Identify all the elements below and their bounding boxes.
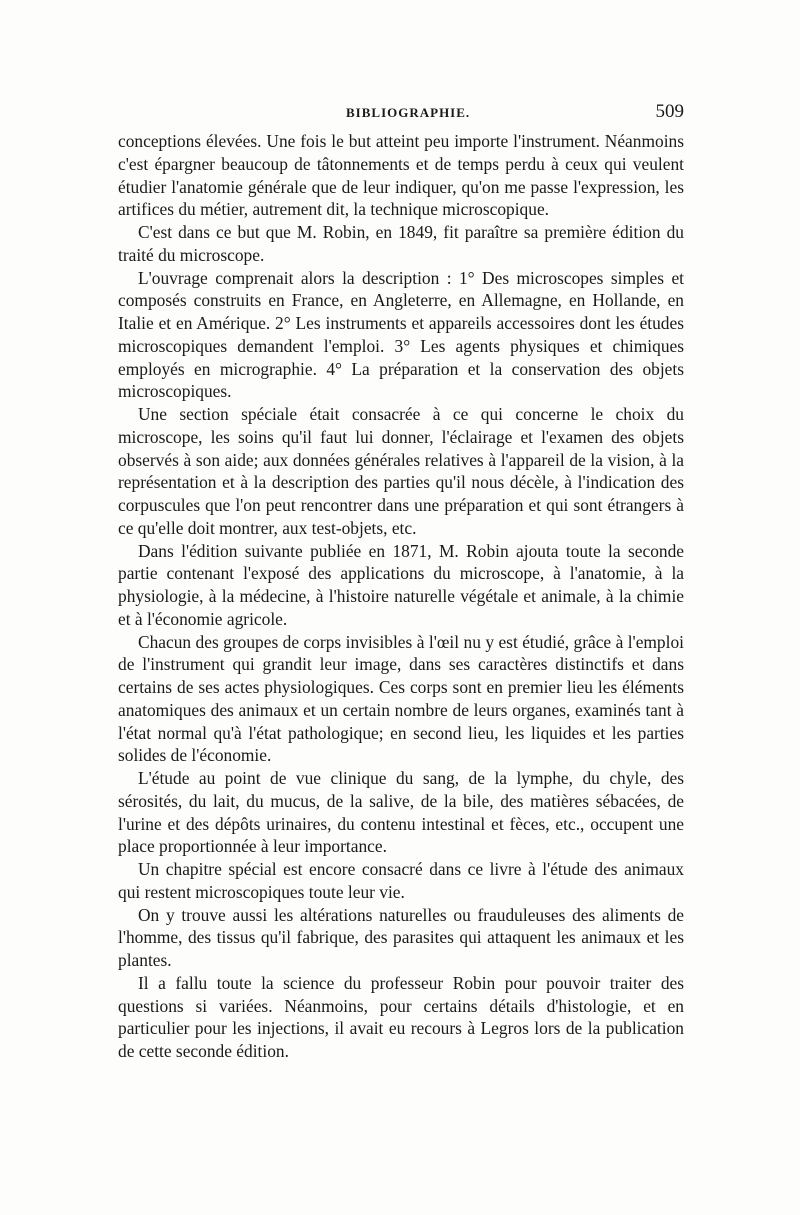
page-number: 509 xyxy=(655,101,684,122)
paragraph: conceptions élevées. Une fois le but atteint peu importe l'instrument. Néanmoins c'est épargner beaucoup de tâtonnements et de temps perdu à ceux qui veulent étudier l'anatomie générale que de leur indiquer, qu'on me passe l'expression, les artifices du métier, autrement dit, la technique microscopique. xyxy=(118,131,684,220)
paragraph: Il a fallu toute la science du professeur Robin pour pouvoir traiter des questions si variées. Néanmoins, pour certains détails d'histologie, et en particulier pour les injections, il avait eu recours à Legros lors de la publication de cette seconde édition. xyxy=(118,972,684,1061)
page-header xyxy=(118,101,684,125)
paragraph: Un chapitre spécial est encore consacré dans ce livre à l'étude des animaux qui restent microscopiques toute leur vie. xyxy=(118,859,684,902)
paragraph: L'ouvrage comprenait alors la description : 1° Des microscopes simples et composés construits en France, en Angleterre, en Allemagne, en Hollande, en Italie et en Amérique. 2° Les instruments et appareils accessoires dont les études microscopiques demandent l'emploi. 3° Les agents physiques et chimiques employés en micrographie. 4° La préparation et la conservation des objets microscopiques. xyxy=(118,267,684,402)
running-title: BIBLIOGRAPHIE. xyxy=(346,105,471,120)
paragraph: Une section spéciale était consacrée à ce qui concerne le choix du microscope, les soins qu'il faut lui donner, l'éclairage et l'examen des objets observés à son aide; aux données générales relatives à l'appareil de la vision, à la représentation et à la description des parties qu'il nous décèle, à l'indication des corpuscules que l'on peut rencontrer dans une préparation et qui sont étrangers à ce qu'elle doit montrer, aux test-objets, etc. xyxy=(118,404,684,538)
paragraph: L'étude au point de vue clinique du sang, de la lymphe, du chyle, des sérosités, du lait, du mucus, de la salive, de la bile, des matières sébacées, de l'urine et des dépôts urinaires, du contenu intestinal et fèces, etc., occupent une place proportionnée à leur importance. xyxy=(118,768,684,857)
paragraph: C'est dans ce but que M. Robin, en 1849, fit paraître sa première édition du traité du microscope. xyxy=(118,222,684,265)
paragraph: Dans l'édition suivante publiée en 1871, M. Robin ajouta toute la seconde partie contenant l'exposé des applications du microscope, à l'anatomie, à la physiologie, à la médecine, à l'histoire naturelle végétale et animale, à la chimie et à l'économie agricole. xyxy=(118,540,684,629)
body-text xyxy=(118,130,684,1063)
paragraph: On y trouve aussi les altérations naturelles ou frauduleuses des aliments de l'homme, des tissus qu'il fabrique, des parasites qui attaquent les animaux et les plantes. xyxy=(118,904,684,970)
paragraph: Chacun des groupes de corps invisibles à l'œil nu y est étudié, grâce à l'emploi de l'instrument qui grandit leur image, dans ses caractères distinctifs et dans certains de ses actes physiologiques. Ces corps sont en premier lieu les éléments anatomiques des animaux et un certain nombre de leurs organes, examinés tant à l'état normal qu'à l'état pathologique; en second lieu, les liquides et les parties solides de l'économie. xyxy=(118,631,684,766)
